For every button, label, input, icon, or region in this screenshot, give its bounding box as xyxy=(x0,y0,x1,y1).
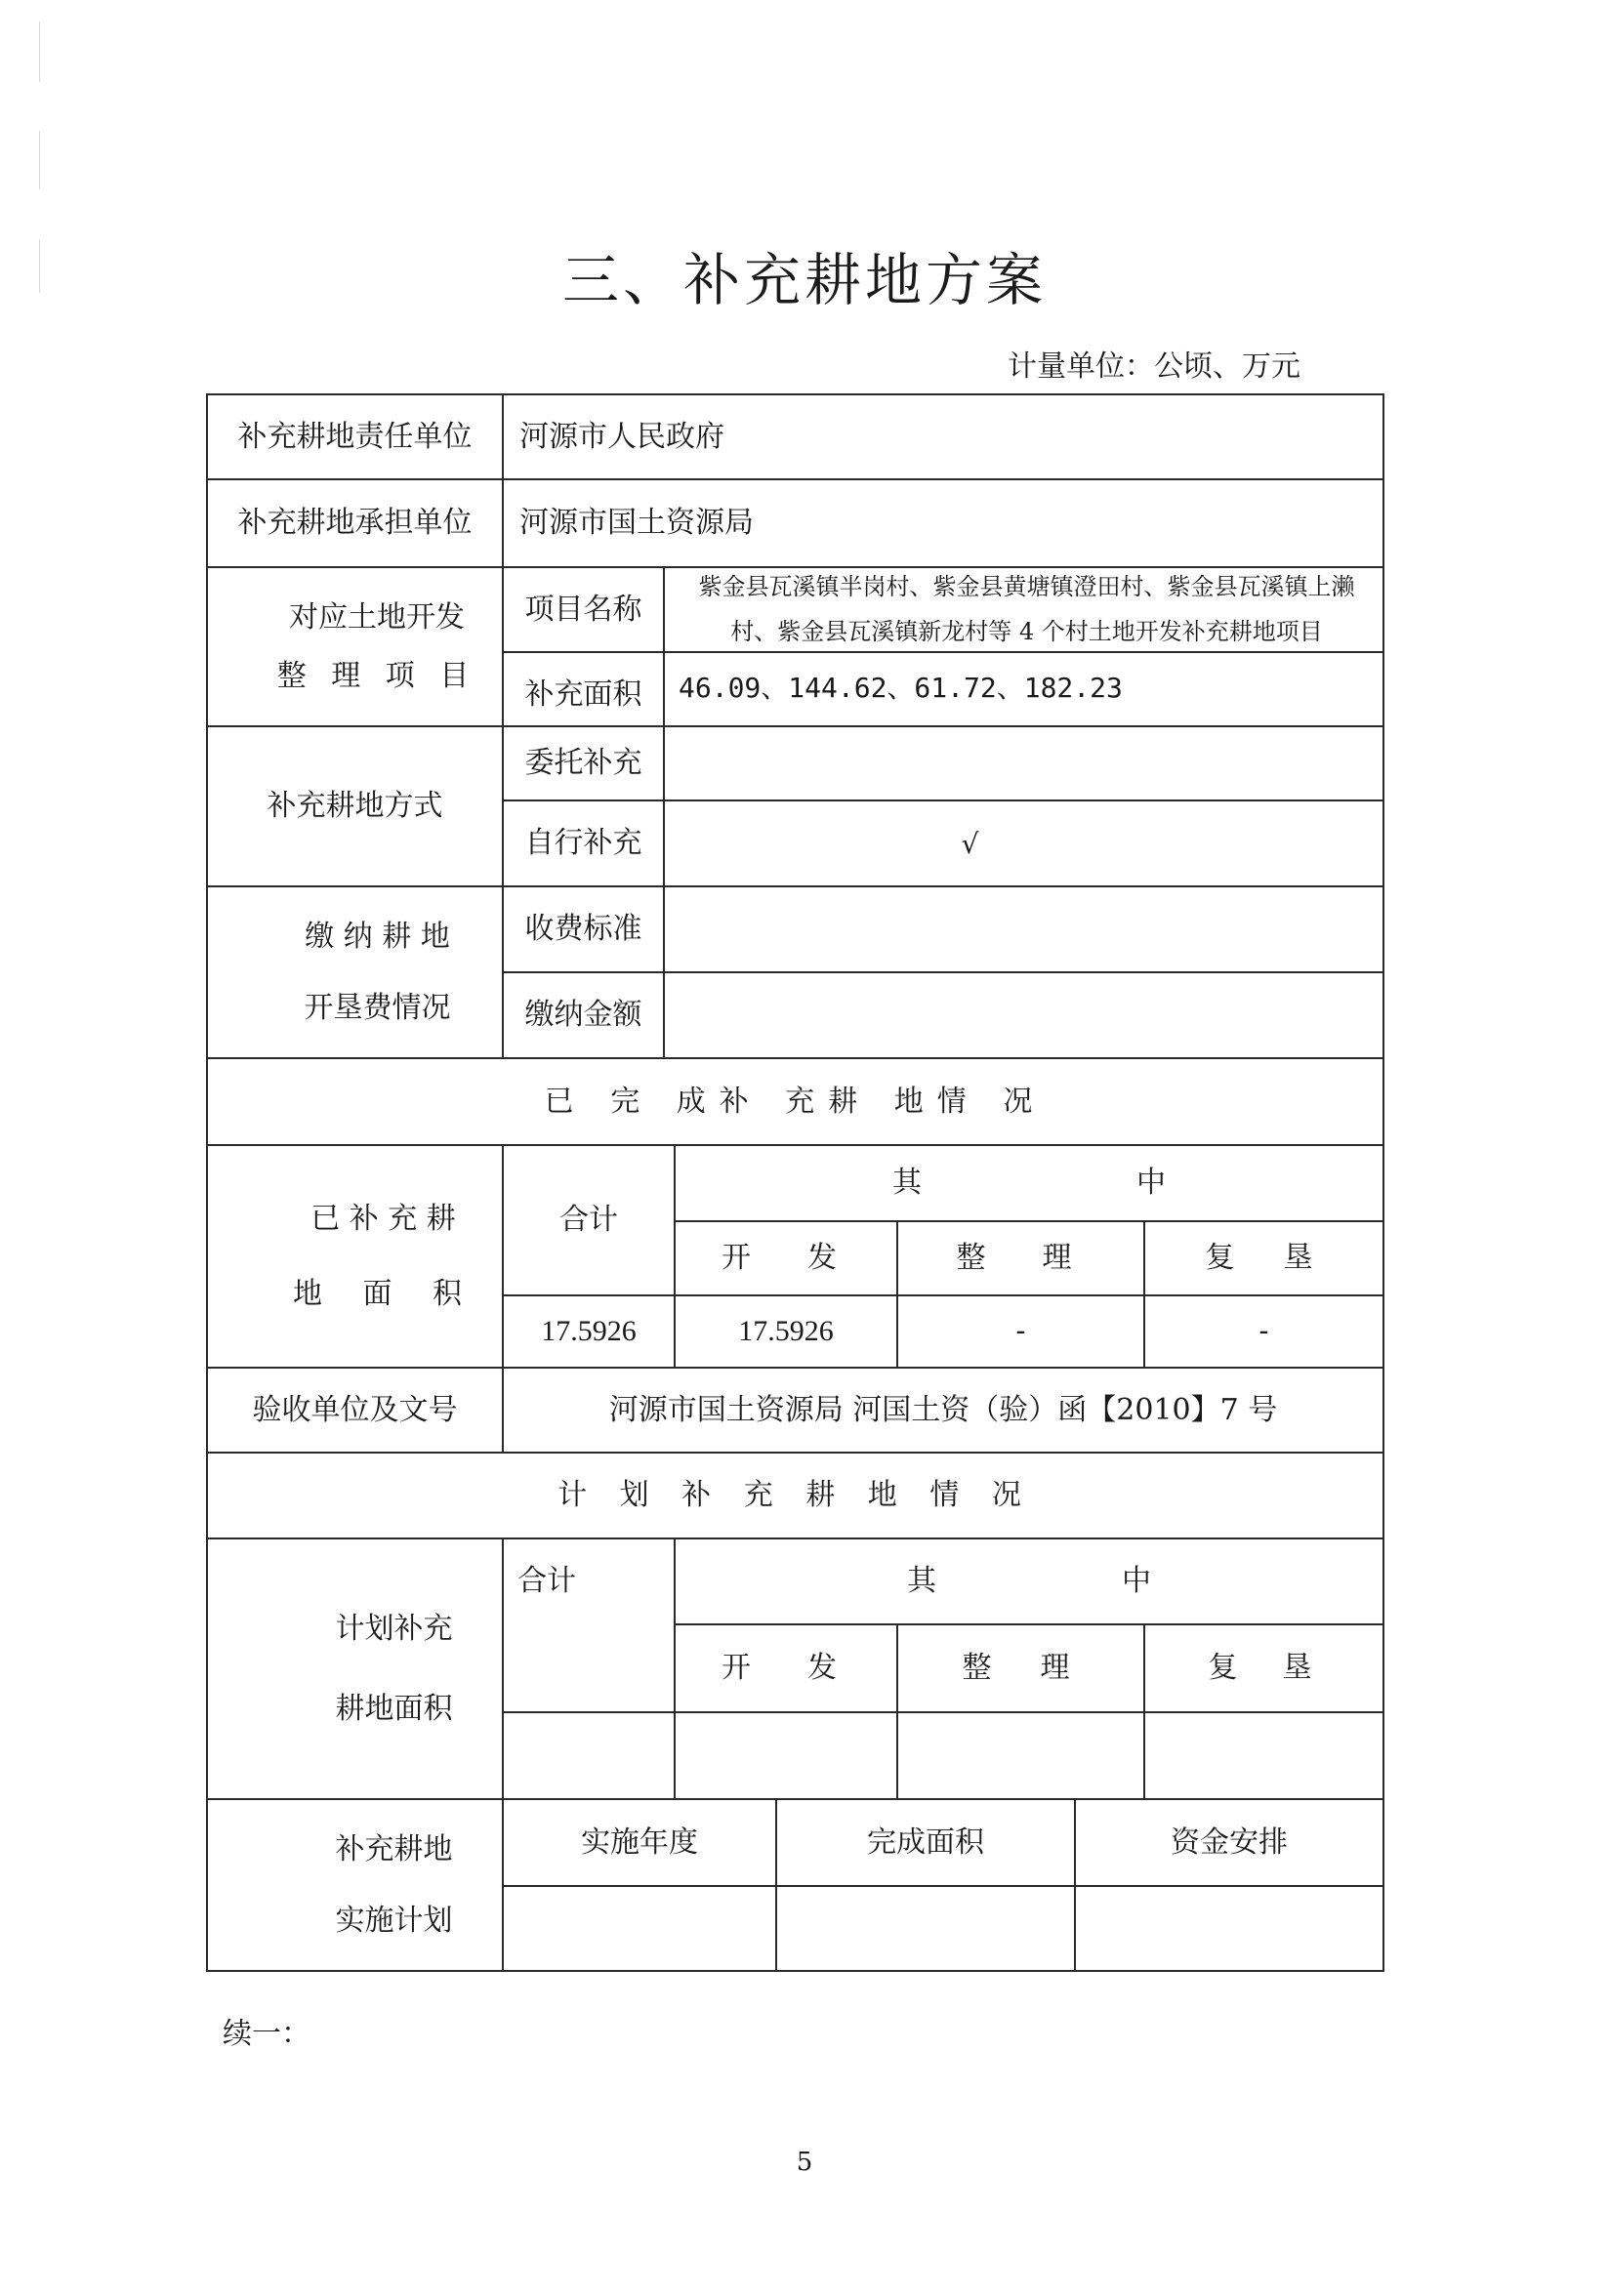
completed-total-value: 17.5926 xyxy=(541,1315,637,1348)
planned-reclamation-label: 复 垦 xyxy=(1208,1651,1320,1686)
project-group-label-line2: 整 理 项 目 xyxy=(276,658,477,693)
planned-section-heading: 计 划 补 充 耕 地 情 况 xyxy=(557,1478,1033,1513)
continued-label: 续一： xyxy=(223,2017,310,2051)
responsible-unit-label: 补充耕地责任单位 xyxy=(237,419,473,454)
fee-amount-value xyxy=(665,973,1382,1057)
completed-area-group-label xyxy=(208,1146,502,1367)
completed-section-heading: 已 完 成补 充耕 地情 况 xyxy=(544,1084,1047,1119)
implementation-plan-label-line2: 实施计划 xyxy=(335,1904,453,1938)
implementation-funds-value xyxy=(1076,1887,1382,1970)
scan-mark xyxy=(39,131,40,189)
self-supplement-check: √ xyxy=(961,827,979,860)
reclamation-fee-label-line1: 缴 纳 耕 地 xyxy=(305,919,450,954)
undertaking-unit-label: 补充耕地承担单位 xyxy=(237,506,473,541)
completed-total-label: 合计 xyxy=(559,1203,618,1238)
planned-area-group-label xyxy=(208,1539,502,1798)
reclamation-fee-label-line2: 开垦费情况 xyxy=(304,991,451,1025)
page-title: 三、补充耕地方案 xyxy=(561,247,1047,313)
planned-dev-value xyxy=(676,1713,896,1798)
project-name-value-line1: 紫金县瓦溪镇半岗村、紫金县黄塘镇澄田村、紫金县瓦溪镇上濑 xyxy=(698,572,1355,600)
project-name-label: 项目名称 xyxy=(524,592,642,627)
completed-area-label-line1: 已 补 充 耕 xyxy=(310,1201,456,1236)
planned-consolidation-label: 整 理 xyxy=(962,1651,1080,1686)
implementation-year-value xyxy=(504,1887,775,1970)
planned-total-label: 合计 xyxy=(517,1564,576,1599)
completed-reclamation-label: 复 垦 xyxy=(1205,1241,1323,1276)
planned-of-which-label xyxy=(676,1539,1382,1623)
page-number: 5 xyxy=(796,2148,813,2177)
planned-area-label-line2: 耕地面积 xyxy=(335,1691,453,1726)
table-border-right xyxy=(1382,393,1384,1972)
completed-area-label-line2: 地 面 积 xyxy=(292,1277,478,1311)
method-group-label: 补充耕地方式 xyxy=(267,789,443,824)
table-border-bottom xyxy=(206,1970,1384,1972)
project-name-value xyxy=(665,568,1382,651)
project-group-label xyxy=(208,568,502,725)
implementation-area-value xyxy=(777,1887,1074,1970)
of-which-char-2: 中 xyxy=(1122,1564,1151,1599)
implementation-year-label: 实施年度 xyxy=(581,1824,698,1860)
planned-reclamation-value xyxy=(1145,1713,1382,1798)
completed-dev-label: 开 发 xyxy=(722,1241,850,1276)
scan-mark xyxy=(39,21,40,82)
completed-consolidation-label: 整 理 xyxy=(956,1241,1086,1276)
implementation-plan-group-label xyxy=(208,1800,502,1970)
project-name-value-line2: 村、紫金县瓦溪镇新龙村等 4 个村土地开发补充耕地项目 xyxy=(730,617,1323,645)
fee-amount-label: 缴纳金额 xyxy=(524,998,642,1033)
reclamation-fee-group-label xyxy=(208,887,502,1057)
acceptance-label: 验收单位及文号 xyxy=(252,1392,458,1427)
completed-dev-value: 17.5926 xyxy=(738,1315,834,1348)
of-which-char-1: 其 xyxy=(907,1564,936,1599)
of-which-char-2: 中 xyxy=(1136,1166,1166,1201)
completed-consolidation-value: - xyxy=(1015,1314,1026,1349)
implementation-area-label: 完成面积 xyxy=(867,1824,984,1860)
unit-note: 计量单位：公顷、万元 xyxy=(1008,349,1300,384)
project-area-value: 46.09、144.62、61.72、182.23 xyxy=(679,672,1123,704)
responsible-unit-value: 河源市人民政府 xyxy=(519,419,724,454)
planned-area-label-line1: 计划补充 xyxy=(335,1612,453,1646)
implementation-plan-label-line1: 补充耕地 xyxy=(335,1831,453,1866)
self-supplement-label: 自行补充 xyxy=(524,826,642,861)
planned-total-value xyxy=(504,1713,674,1798)
entrusted-value xyxy=(665,727,1382,800)
project-group-label-line1: 对应土地开发 xyxy=(289,600,465,635)
undertaking-unit-value: 河源市国土资源局 xyxy=(519,506,754,541)
entrusted-label: 委托补充 xyxy=(524,746,642,781)
acceptance-value: 河源市国土资源局 河国土资（验）函【2010】7 号 xyxy=(608,1392,1278,1427)
completed-reclamation-value: - xyxy=(1258,1314,1269,1349)
planned-dev-label: 开 发 xyxy=(722,1651,850,1686)
planned-consolidation-value xyxy=(898,1713,1143,1798)
implementation-funds-label: 资金安排 xyxy=(1171,1824,1288,1860)
fee-standard-value xyxy=(665,887,1382,971)
of-which-char-1: 其 xyxy=(892,1166,922,1201)
project-area-label: 补充面积 xyxy=(524,677,642,713)
fee-standard-label: 收费标准 xyxy=(524,912,642,947)
completed-of-which-label xyxy=(676,1146,1382,1220)
